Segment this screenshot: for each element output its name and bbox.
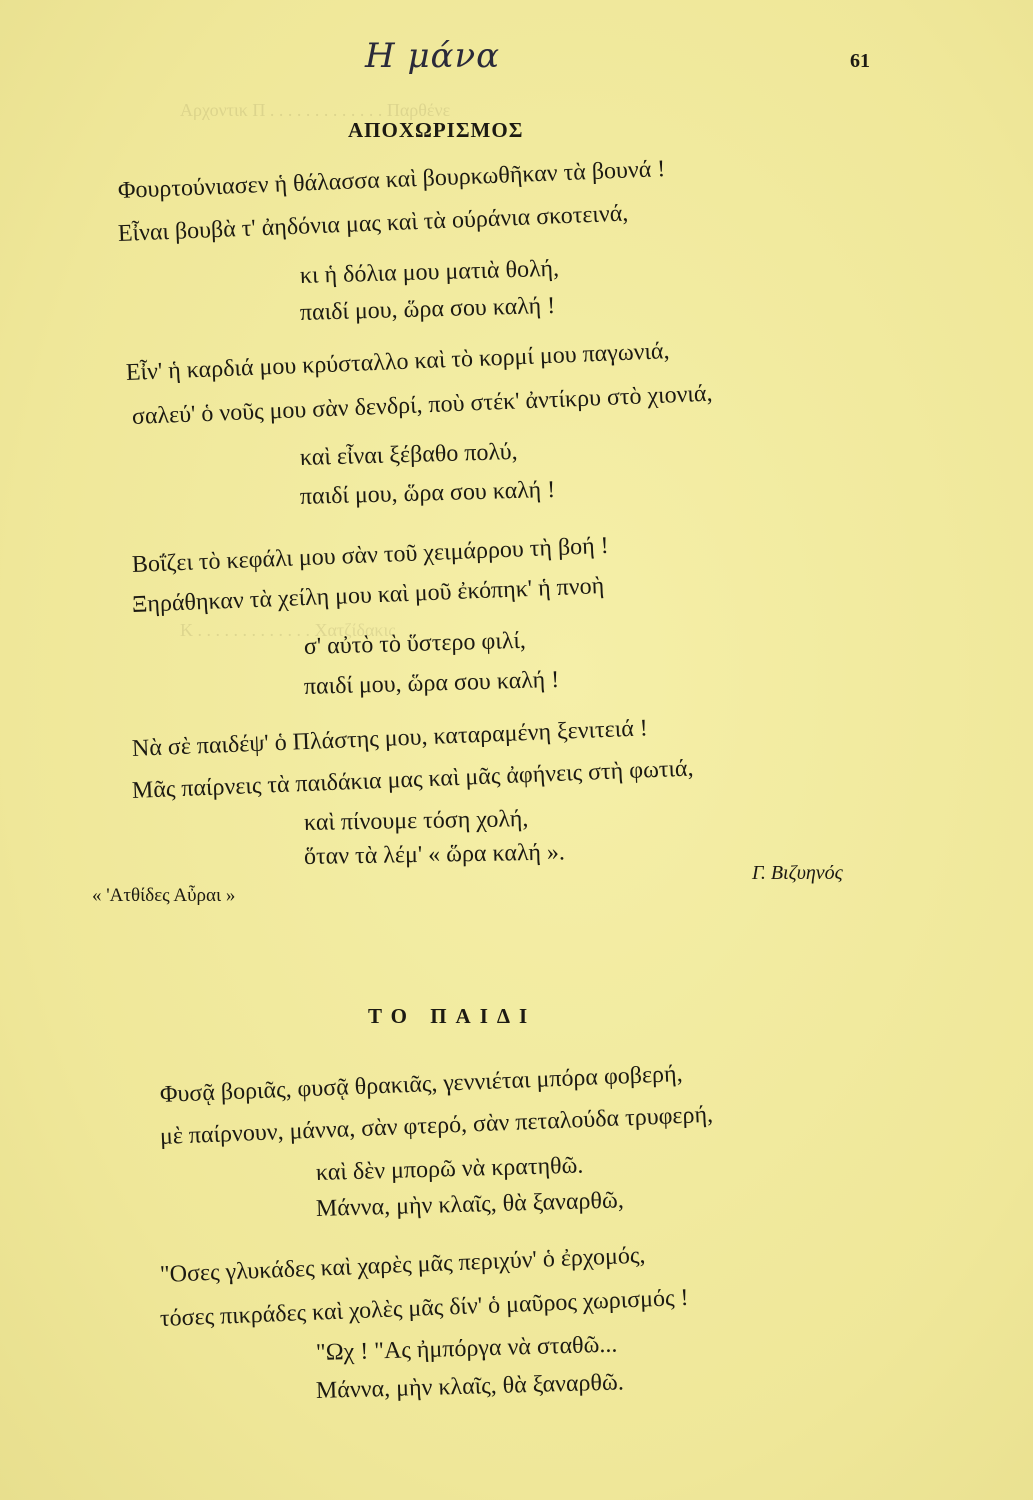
poem-line: "Ωχ ! "Ας ἠμπόργα νὰ σταθῶ... bbox=[315, 1331, 618, 1366]
poem-line: σ' αὐτὸ τὸ ὕστερο φιλί, bbox=[303, 627, 527, 660]
poem-line: Εἶναι βουβὰ τ' ἀηδόνια μας καὶ τὰ ούράνια σκοτεινά, bbox=[117, 200, 629, 247]
poem-source: « 'Ατθίδες Αὖραι » bbox=[92, 885, 236, 906]
poem-line: Νὰ σὲ παιδέψ' ὁ Πλάστης μου, καταραμένη ξενιτειά ! bbox=[131, 715, 649, 762]
poem-line: Βοΐζει τὸ κεφάλι μου σὰν τοῦ χειμάρρου τὴ βοή ! bbox=[131, 532, 610, 578]
poem-line: ὅταν τὰ λέμ' « ὥρα καλή ». bbox=[303, 839, 566, 870]
poem-line: Φουρτούνιασεν ἡ θάλασσα καὶ βουρκωθῆκαν τὰ βουνά ! bbox=[117, 156, 666, 204]
poem-line: κι ἡ δόλια μου ματιὰ θολή, bbox=[299, 255, 560, 289]
poem-line: Εἶν' ἡ καρδιά μου κρύσταλλο καὶ τὸ κορμί μου παγωνιά, bbox=[125, 338, 670, 386]
handwritten-title: Η μάνα bbox=[365, 36, 501, 76]
poem-line: σαλεύ' ὁ νοῦς μου σὰν δενδρί, ποὺ στέκ' ἀντίκρυ στὸ χιονιά, bbox=[131, 380, 713, 430]
poem-line: καὶ πίνουμε τόση χολή, bbox=[303, 806, 529, 836]
poem-line: μὲ παίρνουν, μάννα, σὰν φτερό, σὰν πεταλούδα τρυφερή, bbox=[159, 1101, 714, 1150]
poem-line: καὶ δὲν μπορῶ νὰ κρατηθῶ. bbox=[315, 1152, 584, 1186]
poem-author: Γ. Βιζυηνός bbox=[752, 862, 843, 884]
poem-line: παιδί μου, ὥρα σου καλή ! bbox=[299, 292, 556, 326]
poem-line: Μᾶς παίρνεις τὰ παιδάκια μας καὶ μᾶς ἀφήνεις στὴ φωτιά, bbox=[131, 755, 694, 804]
poem-line: Φυσᾷ βοριᾶς, φυσᾷ θρακιᾶς, γεννιέται μπόρα φοβερή, bbox=[159, 1061, 684, 1108]
poem-line: Ξηράθηκαν τὰ χείλη μου καὶ μοῦ ἐκόπηκ' ἡ πνοὴ bbox=[131, 573, 605, 618]
show-through-text: Κ . . . . . . . . . . . . . Χατζίδακις bbox=[180, 620, 396, 640]
poem-line: καὶ εἶναι ξέβαθο πολύ, bbox=[299, 438, 518, 471]
show-through-text: Αρχοντικ Π . . . . . . . . . . . . . Παρθένε bbox=[180, 100, 451, 120]
poem-title-to-paidi: ΤΟ ΠΑΙΔΙ bbox=[368, 1004, 537, 1028]
poem-line: τόσες πικράδες καὶ χολὲς μᾶς δίν' ὁ μαῦρος χωρισμός ! bbox=[159, 1284, 689, 1332]
poem-line: Μάννα, μὴν κλαῖς, θὰ ξαναρθῶ. bbox=[315, 1369, 625, 1404]
poem-line: Μάννα, μὴν κλαῖς, θὰ ξαναρθῶ, bbox=[315, 1187, 625, 1222]
poem-title-apochorismos: ΑΠΟΧΩΡΙΣΜΟΣ bbox=[348, 118, 524, 142]
poem-line: "Οσες γλυκάδες καὶ χαρὲς μᾶς περιχύν' ὁ ἐρχομός, bbox=[159, 1242, 646, 1288]
poem-line: παιδί μου, ὥρα σου καλή ! bbox=[303, 666, 560, 700]
page-number: 61 bbox=[850, 50, 870, 72]
poem-line: παιδί μου, ὥρα σου καλή ! bbox=[299, 476, 556, 510]
